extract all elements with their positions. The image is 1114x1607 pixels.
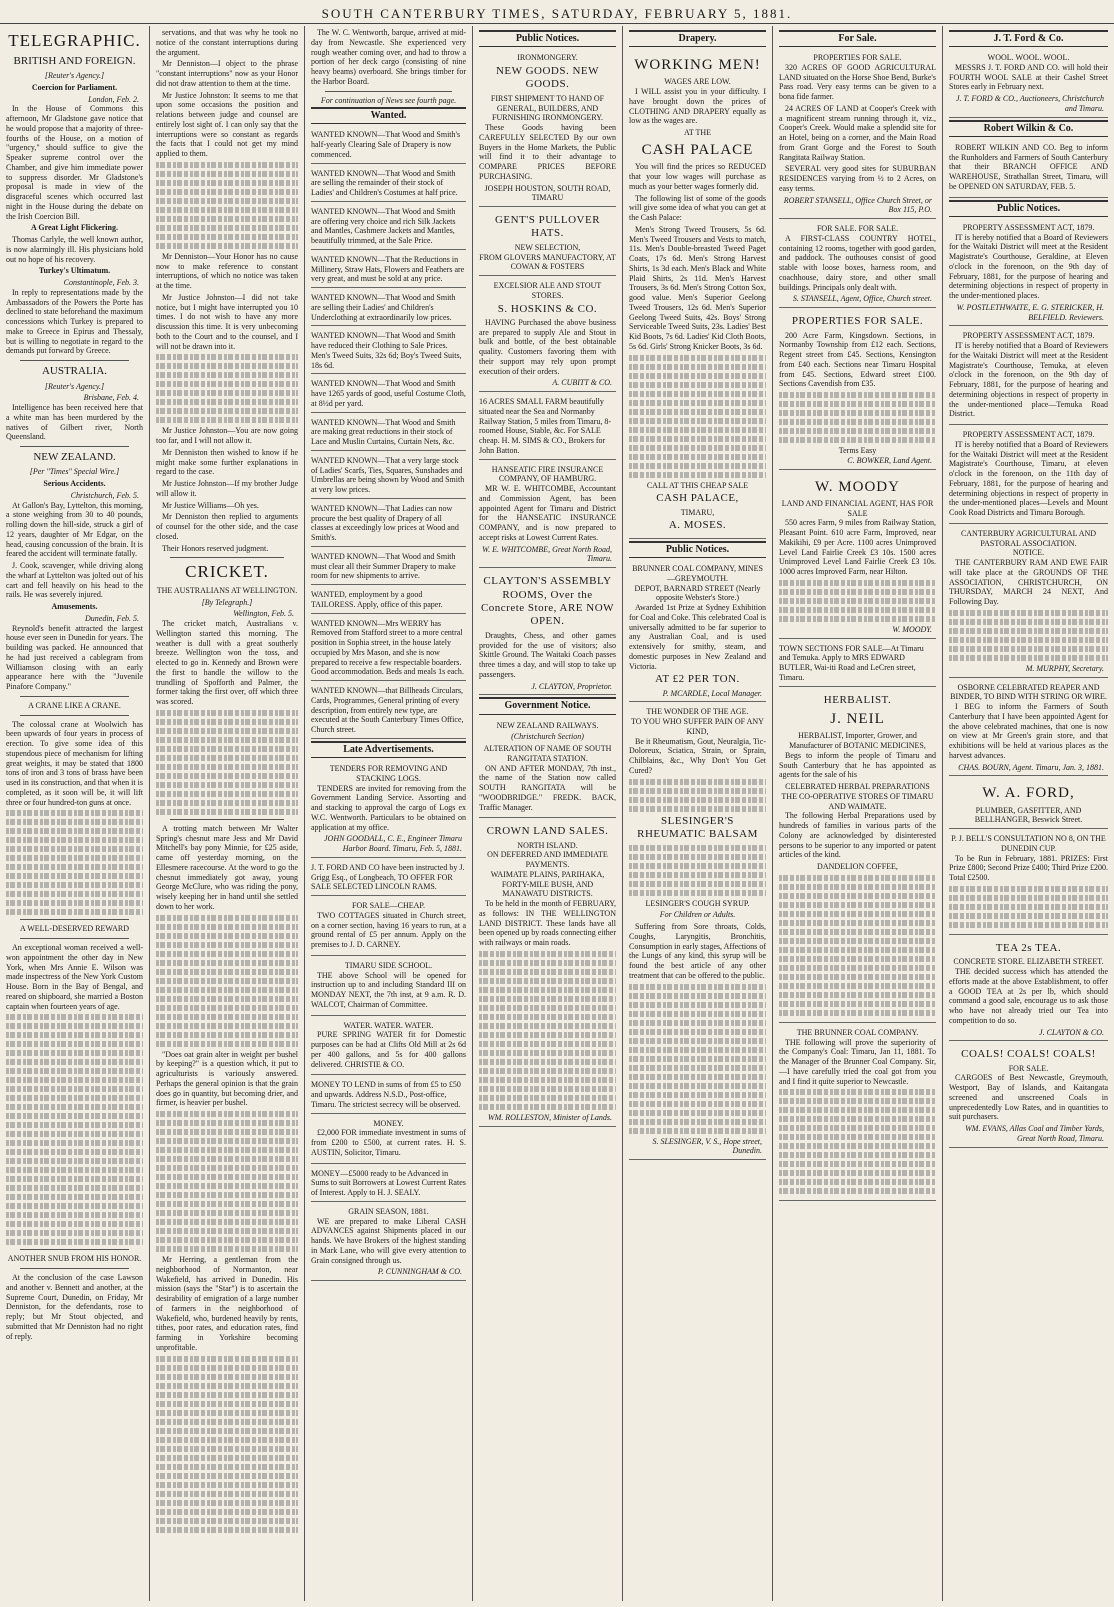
hanseatic-ad — [479, 462, 616, 569]
school-ad — [311, 958, 466, 1016]
agricultural-association-notice — [949, 526, 1108, 678]
ad-heading: S. HOSKINS & CO. — [497, 302, 598, 315]
ad-subheading: HERBALIST, Importer, Grower, and Manufacturer of BOTANIC MEDICINES, — [789, 731, 926, 751]
ad-body: 320 ACRES OF GOOD AGRICULTURAL LAND situated on the Horse Shoe Bend, Burke's Pass road. Very easy terms can be given to a bona fide farmer. — [779, 62, 936, 102]
dateline: Brisbane, Feb. 4. — [83, 393, 139, 403]
body-text-continuation — [779, 875, 936, 1016]
ad-body: 200 Acre Farm, Kingsdown. Sections, in Normanby Township from £12 each. Sections, Regent street from £45. Sections, Kensington from £40 each. Sections near Timaru Hospital from £45. Sections, Edward street £100. Sections Cavendish from £35. — [779, 330, 936, 389]
ad-signature: P. MCARDLE, Local Manager. — [662, 688, 762, 698]
divider — [20, 715, 129, 716]
body-text-continuation — [949, 886, 1108, 928]
ad-heading: COALS! COALS! COALS! — [961, 1048, 1096, 1061]
tea-ad — [949, 937, 1108, 1041]
article-paragraph: Mr Justice Johnston: It seems to me that upon some occasions the position and relations between judge and counsel are entirely lost sight of. I can only say that the interruptions were so constant as regards the facts that I could not get my mind applied to them. — [156, 90, 298, 158]
ad-signature: A. MOSES. — [668, 519, 727, 532]
ad-heading: CASH PALACE — [641, 141, 754, 158]
ad-heading: PROPERTIES FOR SALE. — [791, 315, 924, 328]
ad-heading: W. A. FORD, — [982, 785, 1075, 802]
body-text-continuation — [949, 610, 1108, 661]
ad-body: SEVERAL very good sites for SUBURBAN RESIDENCES varying from ½ to 2 Acres, on easy terms. — [779, 164, 936, 193]
section-header-public-notices: Public Notices. — [949, 200, 1108, 217]
ad-body: THE decided success which has attended the efforts made at the above Establishment, to offer a GOOD TEA at 2s per lb, which should command a good sale, encourage us to ask those who have not already tried our Tea into competition to do so. — [949, 967, 1108, 1025]
agency-credit: [By Telegraph.] — [201, 597, 253, 607]
ad-heading: PROPERTIES FOR SALE. — [813, 53, 902, 63]
article-paragraph: An exceptional woman received a well-won appointment the other day in New York, when Mrs Annie E. Wilson was made inspectress of the New York Custom House. Born in the Bay of Bengal, and reared on shipboard, she married a Boston captain when fourteen years of age. — [6, 943, 143, 1011]
stansell-properties-ad — [779, 50, 936, 219]
ad-signature: WM. ROLLESTON, Minister of Lands. — [487, 1112, 612, 1122]
wanted-ad: WANTED KNOWN—Mrs WERRY has Removed from Stafford street to a more central position in Sophia street, in the house lately occupied by Mrs Mason, and she is now prepared to receive a few respectable boarders. Good accommodation. Beds and meals 1s each. — [311, 616, 466, 682]
section-header-ford: J. T. Ford & Co. — [949, 30, 1108, 47]
article-paragraph: At the conclusion of the case Lawson and another v. Bennett and another, at the Supreme Court, Dunedin, on Friday, Mr Denniston, for the defendants, rose to reply; but Mr Stout objected, and submitted that Mr Denniston had no right of reply. — [6, 1273, 143, 1341]
ad-body: Begs to inform the people of Timaru and South Canterbury that he has appointed as agents for the sale of his — [779, 750, 936, 780]
wanted-ad: WANTED KNOWN—That Wood and Smith are offering very choice and rich Silk Jackets and Mantles, Cashmere Jackets and Mantles, beautifully trimmed, at the Sale Price. — [311, 204, 466, 250]
money-ad — [311, 1116, 466, 1164]
ad-body: MR W. E. WHITCOMBE, Accountant and Commission Agent, has been appointed Agent for Timaru and District for the HANSEATIC INSURANCE COMPANY, and is now prepared to accept risks at Lowest Current Rates. — [479, 484, 616, 542]
ad-subheading: TO YOU WHO SUFFER PAIN OF ANY KIND, — [631, 717, 764, 736]
article-paragraph: The colossal crane at Woolwich has been upwards of four years in process of erection. To give some idea of this stupendous piece of mechanism for lifting great weights, it may be stated that 1800 tons of iron and 3 tons of brass have been used in its construction, and that when it is completed, as it soon will be, it will lift three or four hundred-ton guns at once. — [6, 719, 143, 807]
ad-body: Draughts, Chess, and other games provided for the use of visitors; also Skittle Ground. The Waitaki Coach passes three times a day, and will stop to take up passengers. — [479, 630, 616, 679]
consultation-ad — [949, 831, 1108, 935]
ad-body: Awarded 1st Prize at Sydney Exhibition for Coal and Coke. This celebrated Coal is universally admitted to be far superior to any Australian Coal, and is used extensively for smithy, steam, and domestic purposes in New Zealand and Victoria. — [629, 603, 766, 671]
body-text-continuation — [779, 1089, 936, 1194]
article-heading: A Great Light Flickering. — [31, 223, 118, 233]
divider — [20, 1249, 129, 1250]
divider — [325, 91, 452, 92]
article-paragraph: "Does oat grain alter in weight per bushel by keeping?" is a question which, it put to agriculturists is variously answered. Perhaps the general opinion is that the grain does go in quantity, but becoming drier, and firmer, is heavier per bushel. — [156, 1049, 298, 1108]
ad-heading: FOR SALE—CHEAP. — [352, 901, 425, 911]
ad-heading: EXCELSIOR ALE AND STOUT STORES. — [493, 281, 602, 300]
ad-body: THE following will prove the superiority of the Company's Coal: Timaru, Jan 11, 1881. To the Manager of the Brunner Coal Company. Sir,—I have carefully tried the coal got from you and I find it quite superior to Newcastle. — [779, 1037, 936, 1086]
ad-body: THE above School will be opened for instruction up to and including Standard III on MONDAY NEXT, the 7th inst, at 9 a.m. R. D. WALCOT, Chairman of Committee. — [311, 970, 466, 1009]
column-drapery — [623, 26, 773, 1601]
ad-heading: OSBORNE CELEBRATED REAPER AND BINDER, TO BIND WITH STRING OR WIRE. — [950, 682, 1107, 702]
ad-signature: J. CLAYTON & CO. — [1039, 1027, 1104, 1037]
divider — [20, 919, 129, 920]
ad-signature: P. CUNNINGHAM & CO. — [377, 1267, 462, 1277]
subhead-reward: A WELL-DESERVED REWARD — [20, 924, 129, 934]
ad-heading: NEW ZEALAND RAILWAYS. — [496, 720, 599, 730]
ad-heading: FOR SALE. FOR SALE. — [816, 224, 899, 234]
ad-heading: TEA 2s TEA. — [995, 941, 1062, 954]
moody-ad — [779, 472, 936, 639]
osborne-reaper-ad — [949, 680, 1108, 777]
wanted-ad: WANTED KNOWN—That Ladies can now procure the best quality of Drapery of all classes at exceedingly low prices at Wood and Smith's. — [311, 501, 466, 547]
article-paragraph: Their Honors reserved judgment. — [162, 543, 269, 553]
hotel-ad — [779, 221, 936, 308]
wanted-ad: WANTED KNOWN—That Wood and Smith's half-yearly Clearing Sale of Drapery is now commenced. — [311, 127, 466, 163]
article-paragraph: J. Cook, scavenger, while driving along the wharf at Lyttelton was jolted out of his cart and fell heavily on his head to the rails. He was severely injured. — [6, 561, 143, 600]
ad-body: £2,000 FOR immediate investment in sums of from £200 to £500, at current rates. H. S. AUSTIN, Solicitor, Timaru. — [311, 1128, 466, 1157]
ad-heading: CLAYTON'S ASSEMBLY ROOMS, Over the Concrete Store, ARE NOW OPEN. — [480, 575, 615, 628]
ad-body: These Goods having been CAREFULLY SELECTED By our own Buyers in the Home Markets, the Public will find it to their advantage to COMPARE PRICES BEFORE PURCHASING. — [479, 123, 616, 181]
article-paragraph: Mr Justice Johnston—If my brother Judge will allow it. — [156, 479, 298, 498]
ad-body: ON AND AFTER MONDAY, 7th inst., the name of the Station now called SOUTH RANGITATA will be "WOODBRIDGE." FREDK. BACK, Traffic Manager. — [479, 763, 616, 812]
ad-body: IT is hereby notified that a Board of Reviewers for the Waitaki District will meet at the Resident Magistrate's Courthouse, Temuka, at eleven o'clock in the forenoon, on the 9th day of February, 1881, for the purpose of hearing and determining objections in respect of property in the under-mentioned place—Temuka Road District. — [949, 341, 1108, 419]
ad-heading: CELEBRATED HERBAL PREPARATIONS — [785, 782, 930, 792]
subhead-british-foreign: BRITISH AND FOREIGN. — [13, 54, 136, 67]
ad-heading: HERBALIST. — [823, 693, 892, 706]
article-paragraph: In the House of Commons this afternoon, Mr Gladstone gave notice that he would propose that a majority of three-fourths of the House, on a motion of "urgency," should suffice to give the Speaker supreme control over the Chamber, and give him immediate power to suppress disorder. Mr Gladstone's proposal is made in view of the disgraceful scenes which occurred last night in the House during the debate on the Irish Coercion Bill. — [6, 104, 143, 221]
body-text-continuation — [629, 355, 766, 478]
ad-body: The following Herbal Preparations used by hundreds of families in various parts of the Colony are acknowledged by disinterested persons to be superior to any imported or patent articles of the kind. — [779, 811, 936, 860]
column-public-notices — [473, 26, 623, 1601]
money-lend-ad: MONEY TO LEND in sums of from £5 to £50 and upwards. Address N.S.D., Post-office, Timaru. The strictest secrecy will be observed. — [311, 1077, 466, 1113]
ad-body: 24 ACRES OF LAND at Cooper's Creek with a magnificent stream running through it, viz., Cooper's Creek. Would make a splendid site for an Hotel, being on a corner, and the Main Road from Grant Gorge and the Forest to South Rangitata Railway Station. — [779, 103, 936, 162]
article-paragraph: Mr Herring, a gentleman from the neighborhood of Normanton, near Wakefield, has arrived in Dunedin. His mission (says the "Star") is to ascertain the desirability of emigration of a large number of farmers in the neighborhood of Wakefield, who, burdened heavily by rents, tithes, poor rates, and education rates, find farming in Yorkshire becoming unprofitable. — [156, 1255, 298, 1352]
ad-heading: SLESINGER'S RHEUMATIC BALSAM — [637, 814, 758, 841]
money-advance-ad: MONEY—£5000 ready to be Advanced in Sums to suit Borrowers at Lowest Current Rates of Interest. Apply to H. J. SEALY. — [311, 1166, 466, 1202]
section-header-government-notice: Government Notice. — [479, 697, 616, 714]
ad-heading: J. NEIL — [830, 711, 885, 728]
subhead-crane: A CRANE LIKE A CRANE. — [28, 700, 121, 710]
bowker-properties-ad — [779, 310, 936, 469]
ad-signature: S. SLESINGER, V. S., Hope street, Dunedin. — [652, 1136, 762, 1156]
body-text-continuation — [6, 1014, 143, 1245]
dateline: Dunedin, Feb. 5. — [85, 613, 139, 623]
cash-palace-ad — [629, 50, 766, 539]
ad-signature: JOHN GOODALL, C. E., Engineer Timaru Harbor Board. Timaru, Feb. 5, 1881. — [323, 834, 462, 854]
ad-body: THE CANTERBURY RAM AND EWE FAIR will take place at the GROUNDS OF THE ASSOCIATION, CHRISTCHURCH, ON THURSDAY, MARCH 24 NEXT, And Following Day. — [949, 558, 1108, 607]
ironmongery-ad — [479, 50, 616, 207]
divider — [20, 938, 129, 939]
ad-heading: P. J. BELL'S CONSULTATION NO 8, ON THE DUNEDIN CUP. — [951, 834, 1106, 853]
article-paragraph: Mr Denniston then replied to arguments of counsel for the other side, and the case closed. — [156, 512, 298, 541]
ad-subheading: WAGES ARE LOW. — [664, 77, 731, 87]
ad-signature: ROBERT STANSELL, Office Church Street, or Box 115, P.O. — [783, 195, 932, 215]
wilkin-ad — [949, 140, 1108, 198]
ad-body: 550 acres Farm, 9 miles from Railway Station, Pleasant Point. 610 acre Farm, Improved, near Makikihi, £9 per Acre. 1100 acres Unimproved Level Land Fairlie Creek £3 10s. 1500 acres Unimproved Level Land Fairlie Creek £3 10s. 1000 acres Improved Farm, near Hilton. — [779, 518, 936, 577]
dateline: Constantinople, Feb. 3. — [63, 278, 139, 288]
ad-body: PURE SPRING WATER fit for Domestic purposes can be had at Clifts Old Mill at 2s 6d per 400 gallons, and 5s for 400 gallons delivered. CHRISTIE & CO. — [311, 1030, 466, 1069]
ad-body: To be Run in February, 1881. PRIZES: First Prize £800; Second Prize £400; Third Prize £200. Total £2500. — [949, 853, 1108, 883]
article-paragraph: servations, and that was why he took no notice of the constant interruptions during the argument. — [156, 28, 298, 57]
hats-ad — [479, 209, 616, 276]
railways-notice — [479, 718, 616, 819]
coals-ad — [949, 1043, 1108, 1147]
ad-heading: AT £2 PER TON. — [655, 673, 740, 686]
section-title-telegraphic: TELEGRAPHIC. — [8, 31, 141, 50]
ad-body: I WILL assist you in your difficulty. I have brought down the prices of CLOTHING AND DRAPERY equally as low as the wages are. — [629, 87, 766, 126]
body-text-continuation — [6, 810, 143, 915]
section-title-cricket: CRICKET. — [185, 562, 269, 582]
ad-subheading: FOR SALE. — [1008, 1063, 1049, 1073]
body-text-continuation — [156, 710, 298, 815]
article-paragraph: Reynold's benefit attracted the largest house ever seen in Dunedin for years. The building was packed. He announced that he had just received a cablegram from Williamson closing with an early appearance here with the "Juvenile Pinafore Company." — [6, 623, 143, 692]
ad-body: To be held in the month of FEBRUARY, as follows: IN THE WELLINGTON LAND DISTRICT. These lands have all been opened up by roads connecting either with railways or main roads. — [479, 899, 616, 948]
ad-heading: W. MOODY — [815, 478, 900, 495]
ad-heading: THE WONDER OF THE AGE. — [646, 707, 749, 717]
ad-body: CARGOES of Best Newcastle, Greymouth, Westport, Bay of Islands, and Kaitangata screened and unscreened Coals in unprecedentedly Low Rates, and in quantities to suit purchasers. — [949, 1073, 1108, 1122]
ad-heading: ALTERATION OF NAME OF SOUTH RANGITATA STATION. — [483, 744, 612, 763]
ad-heading: BRUNNER COAL COMPANY, MINES—GREYMOUTH. — [632, 564, 763, 583]
article-heading: Coercion for Parliament. — [31, 82, 118, 92]
ad-heading: PROPERTY ASSESSMENT ACT, 1879. — [962, 222, 1095, 232]
column-court-cricket — [150, 26, 305, 1601]
ad-subheading: ON DEFERRED AND IMMEDIATE PAYMENTS. — [487, 850, 608, 870]
ad-heading: NEW GOODS. NEW GOODS. — [495, 64, 600, 91]
ad-signature: W. MOODY. — [892, 624, 932, 634]
wanted-ad: WANTED KNOWN—That Wood and Smith have reduced their Clothing to Sale Prices. Men's Tweed Suits, 32s 6d; Boy's Tweed Suits, 18s 6d. — [311, 328, 466, 374]
ad-body: WE are prepared to make Liberal CASH ADVANCES against Shipments placed in our hands. We have Brokers of the highest standing in Mark Lane, who will give every attention to Grain consigned through us. — [311, 1216, 466, 1265]
ad-heading: HANSEATIC FIRE INSURANCE COMPANY, OF HAMBURG. — [491, 464, 604, 484]
crown-land-notice — [479, 820, 616, 1126]
body-text-continuation — [156, 354, 298, 423]
ad-subheading: NOTICE. — [1012, 548, 1045, 558]
ad-body: You will find the prices so REDUCED that your low wages will purchase as much as your better wages formerly did. — [629, 162, 766, 191]
dateline: London, Feb. 2. — [88, 94, 139, 104]
article-heading: Serious Accidents. — [43, 479, 106, 489]
agency-credit: [Per "Times" Special Wire.] — [29, 467, 120, 477]
body-text-continuation — [779, 392, 936, 443]
ad-body: MESSRS J. T. FORD AND CO. will hold their FOURTH WOOL SALE at their Cashel Street Stores early in February next. — [949, 62, 1108, 92]
ad-body: ROBERT WILKIN AND CO. Beg to inform the Runholders and Farmers of South Canterbury that their BRANCH OFFICE AND WAREHOUSE, Strathallan Street, Timaru, will be OPENED ON SATURDAY, FEB. 5. — [949, 142, 1108, 191]
article-paragraph: Mr Justice Williams—Oh yes. — [162, 500, 259, 510]
article-paragraph: Mr Denniston then wished to know if he might make some further explanations in regard to the case. — [156, 447, 298, 477]
divider — [20, 1268, 129, 1269]
article-paragraph: The cricket match, Australians v. Wellington started this morning. The weather is dull with a great southerly breeze. Wellington won the toss, and elected to go in. Kennedy and Brown were the first to handle the willow to the trundling of Spofforth and Palmer, the former taking the first over, off which three was scored. — [156, 619, 298, 707]
ad-signature: C. BOWKER, Land Agent. — [847, 455, 932, 465]
ad-body: TENDERS are invited for removing from the Government Landing Service. Assorting and and stacking to approval the cargo of Logs ex W.C. Wentworth. Particulars to be obtained on application at my office. — [311, 783, 466, 832]
ad-body: I BEG to inform the Farmers of South Canterbury that I have been appointed Agent for the above celebrated machines, that one is now on view at Mr Green's grain store, and that exhibitions will be held at various places as the harvest advances. — [949, 702, 1108, 760]
water-ad — [311, 1018, 466, 1076]
body-text-continuation — [629, 845, 766, 896]
ad-body: HAVING Purchased the above business are prepared to supply Ale and Stout in bulk and bottle, of the best obtainable quality. Customers favoring them with their support may rely upon prompt execution of their orders. — [479, 317, 616, 376]
ad-subheading: WAIMATE PLAINS, PARIHAKA, FORTY-MILE BUSH, AND MANAWATU DISTRICTS. — [490, 869, 605, 899]
ad-heading: THE CO-OPERATIVE STORES OF TIMARU AND WAIMATE. — [781, 791, 934, 811]
small-farm-ad: 16 ACRES SMALL FARM beautifully situated near the Sea and Normanby Railway Station, 5 miles from Timaru, 8-roomed House, Stable, &c. For SALE cheap. H. M. SIMS & CO., Brokers for John Batton. — [479, 394, 616, 460]
article-paragraph: Mr Denniston—I object to the phrase "constant interruptions" now as your Honor did not draw attention to them at the time. — [156, 59, 298, 88]
wanted-ad: WANTED KNOWN—That Wood and Smith must clear all their Summer Drapery to make room for new shipments to arrive. — [311, 549, 466, 585]
article-paragraph: A trotting match between Mr Walter Spring's chesnut mare Jess and Mr David Mitchell's bay pony Minnie, for £25 aside, came off yesterday morning, on the Ellesmere racecourse. At the word to go the chesnut immediately got away, young George McClure, who was riding the pony, wisely keeping her in hand until she settled down to her work. — [156, 823, 298, 911]
section-header-wilkin: Robert Wilkin & Co. — [949, 120, 1108, 137]
wanted-ad: WANTED KNOWN—That Wood and Smith are selling the remainder of their stock of Ladies' and Children's Costumes at half price. — [311, 166, 466, 202]
body-text-continuation — [156, 1356, 298, 1533]
body-text-continuation — [156, 915, 298, 1047]
ad-signature: J. CLAYTON, Proprietor. — [531, 681, 612, 691]
plumber-ad — [949, 778, 1108, 829]
herbalist-ad — [779, 689, 936, 1023]
article-paragraph: At Gallon's Bay, Lyttelton, this morning, a stone weighing from 30 to 40 pounds, rolling down the hill-side, struck a girl of 12 years, daughter of Mr Edgar, on the head, causing concussion of the brain. It is feared the accident will terminate fatally. — [6, 500, 143, 559]
section-header-drapery: Drapery. — [629, 30, 766, 47]
agency-credit: [Reuter's Agency.] — [44, 71, 105, 81]
ad-body: Suffering from Sore throats, Colds, Coughs, Laryngitis, Bronchitis, Consumption in early stages, Affections of the Lungs of any kind, this syrup will be found the best article of any other treatment that can be offered to the public. — [629, 922, 766, 980]
ad-body: AT THE — [683, 128, 712, 138]
subhead-australians: THE AUSTRALIANS AT WELLINGTON. — [156, 585, 298, 595]
ad-body: FROM GLOVERS MANUFACTORY, AT COWAN & FOSTERS — [479, 252, 616, 272]
body-text-continuation — [156, 162, 298, 249]
ad-body: FIRST SHIPMENT TO HAND OF GENERAL, BUILDERS, AND FURNISHING IRONMONGERY. — [490, 93, 605, 123]
ad-heading: IRONMONGERY. — [517, 53, 578, 63]
ad-body: TIMARU, — [680, 507, 715, 517]
article-paragraph: The W. C. Wentworth, barque, arrived at mid-day from Newcastle. She experienced very rough weather coming over, and had to throw a portion of her deck cargo (consisting of nine heavy beams) overboard. She brings timber for the Harbor Board. — [311, 28, 466, 86]
article-paragraph: Mr Denniston—Your Honor has no cause now to make reference to constant interruptions, of which no notice was taken at the time. — [156, 251, 298, 290]
body-text-continuation — [629, 984, 766, 1134]
continuation-note: For continuation of News see fourth page. — [320, 95, 457, 105]
divider — [170, 557, 284, 558]
dateline: Christchurch, Feb. 5. — [70, 490, 139, 500]
dateline: Wellington, Feb. 5. — [233, 609, 294, 619]
section-header-public-notices: Public Notices. — [629, 541, 766, 558]
ad-heading: GENT'S PULLOVER HATS. — [494, 214, 601, 240]
cottages-ad — [311, 898, 466, 956]
ad-signature: W. E. WHITCOMBE, Great North Road, Timaru. — [482, 544, 612, 564]
grain-ad — [311, 1204, 466, 1281]
ad-subheading: DEPOT, BARNARD STREET (Nearly opposite Webster's Store.) — [634, 583, 761, 603]
assessment-notice-temuka — [949, 328, 1108, 425]
divider — [20, 696, 129, 697]
wanted-ad: WANTED KNOWN—that Billheads Circulars, Cards, Programmes, General printing of every description, from entirely new type, are executed at the South Canterbury Times Office, Church street. — [311, 683, 466, 739]
wanted-ad: WANTED KNOWN—That Wood and Smith are making great reductions in their stock of Lace and Muslin Curtains, Curtain Nets, &c. — [311, 415, 466, 451]
body-text-continuation — [779, 580, 936, 622]
brunner-coal-ad — [629, 561, 766, 702]
town-sections-ad: TOWN SECTIONS FOR SALE—At Timaru and Temuka. Apply to MRS EDWARD BUTLER, Wai-iti Road and LeCren street, Timaru. — [779, 641, 936, 687]
subhead-new-zealand: NEW ZEALAND. — [33, 451, 116, 464]
assessment-notice-geraldine — [949, 220, 1108, 327]
ad-signature: W. POSTLETHWAITE, E. G. STERICKER, H. BELFIELD. Reviewers. — [956, 302, 1104, 322]
ad-body: The following list of some of the goods will give some idea of what you can get at the Cash Palace: — [629, 193, 766, 223]
ad-subheading: CONCRETE STORE. ELIZABETH STREET. — [953, 957, 1104, 967]
ad-signature: CHAS. BOURN, Agent. Timaru, Jan. 3, 1881. — [958, 762, 1104, 772]
section-header-late-ads: Late Advertisements. — [311, 741, 466, 758]
ad-heading: TENDERS FOR REMOVING AND STACKING LOGS. — [329, 764, 448, 783]
ad-body: IT is hereby notified that a Board of Reviewers for the Waitaki District will meet at the Resident Magistrate's Courthouse, Timaru, at eleven o'clock in the forenoon, on the 11th day of February, 1881, for the purpose of hearing and determining objections in respect of property in the under-mentioned places—Levels and Mount Cook Road Districts and Timaru Borough. — [949, 439, 1108, 518]
ad-heading: WORKING MEN! — [634, 57, 761, 74]
tenders-ad — [311, 761, 466, 858]
article-heading: Turkey's Ultimatum. — [38, 266, 111, 276]
subhead-australia: AUSTRALIA. — [41, 365, 108, 378]
balsam-ad — [629, 704, 766, 1160]
assessment-notice-timaru — [949, 427, 1108, 524]
ad-body: IT is hereby notified that a Board of Reviewers for the Waitaki District will meet at the Resident Magistrate's Courthouse, Geraldine, at Eleven o'clock in the forenoon, on the 9th day of February, 1881, for the purpose of hearing and determining objections in respect of property in the under-mentioned places. — [949, 232, 1108, 301]
ad-body: TWO COTTAGES situated in Church street, on a corner section, having 16 years to run, at a ground rental of £5 per annum. Apply on the premises to J. D. CARNEY. — [311, 910, 466, 950]
ad-heading: CALL AT THIS CHEAP SALE — [646, 480, 749, 490]
article-paragraph: Intelligence has been received here that a white man has been murdered by the natives of Gilbert river, North Queensland. — [6, 403, 143, 442]
subhead-snub: ANOTHER SNUB FROM HIS HONOR. — [7, 1254, 142, 1264]
divider — [20, 360, 129, 361]
wanted-ad: WANTED KNOWN—That a very large stock of Ladies' Scarfs, Ties, Squares, Sunshades and Umbrellas are being shown by Wood and Smith at very low prices. — [311, 453, 466, 499]
article-paragraph: Mr Justice Johnston—I did not take notice, but I might have interrupted you 10 times. I do not wish to have any more discussion this time. It is very unbecoming both to the Court and to the counsel, and I will not be drawn into it. — [156, 292, 298, 351]
ad-subheading: NORTH ISLAND. — [517, 840, 578, 850]
section-header-wanted: Wanted. — [311, 107, 466, 124]
article-heading: Amusements. — [51, 602, 98, 612]
ad-heading: WOOL. WOOL. WOOL. — [987, 53, 1070, 63]
ad-signature: M. MURPHY, Secretary. — [1025, 663, 1104, 673]
ad-body: A FIRST-CLASS COUNTRY HOTEL, containing 12 rooms, together with good garden, and paddock. The outhouses consist of good stable with loose boxes, harness room, and coachhouse, dairy store, and other small buildings. Principals only dealt with. — [779, 233, 936, 292]
wanted-ad: WANTED KNOWN—That Wood and Smith have 1265 yards of good, useful Costume Cloth, at 8½d per yard. — [311, 376, 466, 412]
ad-body: NEW SELECTION, — [514, 242, 581, 252]
ale-ad — [479, 278, 616, 392]
ad-subheading: For Children or Adults. — [659, 910, 736, 920]
body-text-continuation — [629, 779, 766, 812]
ad-signature: WM. EVANS, Allas Coal and Timber Yards, Great North Road, Timaru. — [965, 1124, 1104, 1143]
ford-rams-ad: J. T. FORD AND CO have been instructed by J. Grigg Esq., of Longbeach, TO OFFER FOR SALE SELECTED LINCOLN RAMS. — [311, 860, 466, 896]
ad-heading: CANTERBURY AGRICULTURAL AND PASTORAL ASSOCIATION. — [960, 528, 1097, 548]
ad-signature: JOSEPH HOUSTON, SOUTH ROAD, TIMARU — [484, 183, 611, 203]
wanted-ad: WANTED KNOWN—That the Reductions in Millinery, Straw Hats, Flowers and Feathers are very great, and must be sold at any price. — [311, 252, 466, 288]
body-text-continuation — [156, 1111, 298, 1252]
ad-subheading: (Christchurch Section) — [511, 732, 584, 742]
ad-body: Be it Rheumatism, Gout, Neuralgia, Tic-Doloreux, Sciatica, Strain, or Sprain, Chilblains, &c., Why Don't You Get Cured? — [629, 736, 766, 775]
column-for-sale — [773, 26, 943, 1601]
price-list: Men's Strong Tweed Trousers, 5s 6d. Men's Tweed Trousers and Vests to match, 11s. Men's Double-breasted Tweed Paget Coats, 17s 6d. Men's Strong Harvest Shirts, 1s 3d each. Men's Black and White Plaid Shirts, 2s 11d. Men's Harvest Trousers, 3s 6d. Men's Strong Cotton Sox, good value. Men's Superior Geelong Tweed Trousers, 12s 6d. Men's Superior Geelong Tweed Suits, 42s. Boys' Strong Serviceable Tweed Suits, 23s. Ladies' Best Kid Boots, 7s 6d. Ladies' Kid Cloth Boots, 5s 6d. Girls' Strong Knicker Boots, 3s 6d. — [629, 224, 767, 351]
ad-signature: A. CUBITT & CO. — [552, 378, 612, 388]
article-paragraph: Thomas Carlyle, the well known author, is now alarmingly ill. His physicians hold out no hope of his recovery. — [6, 235, 143, 264]
column-notices-right — [943, 26, 1114, 1601]
clayton-rooms-ad — [479, 570, 616, 695]
article-paragraph: Mr Justice Johnston—You are now going too far, and I will not allow it. — [156, 426, 298, 445]
ad-heading: CASH PALACE, — [656, 492, 739, 505]
column-wanted — [305, 26, 473, 1601]
section-header-public-notices: Public Notices. — [479, 30, 616, 47]
brunner-testimonial-ad — [779, 1025, 936, 1202]
ad-heading: PROPERTY ASSESSMENT ACT, 1879. — [962, 430, 1095, 440]
ad-heading: CROWN LAND SALES. — [486, 825, 609, 838]
masthead: SOUTH CANTERBURY TIMES, SATURDAY, FEBRUARY 5, 1881. — [0, 0, 1114, 24]
ad-signature: S. STANSELL, Agent, Office, Church street. — [792, 294, 932, 304]
ad-subheading: LAND AND FINANCIAL AGENT, HAS FOR SALE — [781, 498, 934, 518]
divider — [170, 819, 284, 820]
wanted-ad: WANTED, employment by a good TAILORESS. Apply, office of this paper. — [311, 587, 466, 614]
ad-heading: WATER. WATER. WATER. — [343, 1020, 434, 1030]
ad-heading: MONEY. — [373, 1118, 404, 1128]
wool-sale-ad — [949, 50, 1108, 118]
section-header-for-sale: For Sale. — [779, 30, 936, 47]
ad-heading: TIMARU SIDE SCHOOL. — [344, 960, 433, 970]
ad-subheading: DANDELION COFFEE, — [817, 862, 898, 872]
body-text-continuation — [479, 951, 616, 1110]
ad-signature: J. T. FORD & CO., Auctioneers, Christchurch and Timaru. — [955, 94, 1104, 113]
ad-heading: THE BRUNNER COAL COMPANY. — [796, 1027, 919, 1037]
ad-heading: PROPERTY ASSESSMENT ACT, 1879. — [962, 331, 1095, 341]
agency-credit: [Reuter's Agency.] — [44, 381, 105, 391]
column-telegraphic — [0, 26, 150, 1601]
ad-heading: GRAIN SEASON, 1881. — [348, 1206, 429, 1216]
ad-subheading: PLUMBER, GASFITTER, AND BELLHANGER, Beswick Street. — [974, 805, 1083, 825]
article-paragraph: In reply to representations made by the Ambassadors of the Powers the Porte has declined to state beforehand the maximum concessions which Turkey is prepared to make to Greece in Epirus and Thessaly, but is willing to negotiate in regard to the demands put forward by Greece. — [6, 287, 143, 356]
ad-body: Terms Easy — [838, 446, 877, 456]
ad-heading: LESINGER'S COUGH SYRUP. — [645, 898, 750, 908]
wanted-ad: WANTED KNOWN—That Wood and Smith are selling their Ladies' and Children's Underclothing at extraordinarily low prices. — [311, 290, 466, 326]
newspaper-columns — [0, 26, 1114, 1601]
divider — [20, 446, 129, 447]
